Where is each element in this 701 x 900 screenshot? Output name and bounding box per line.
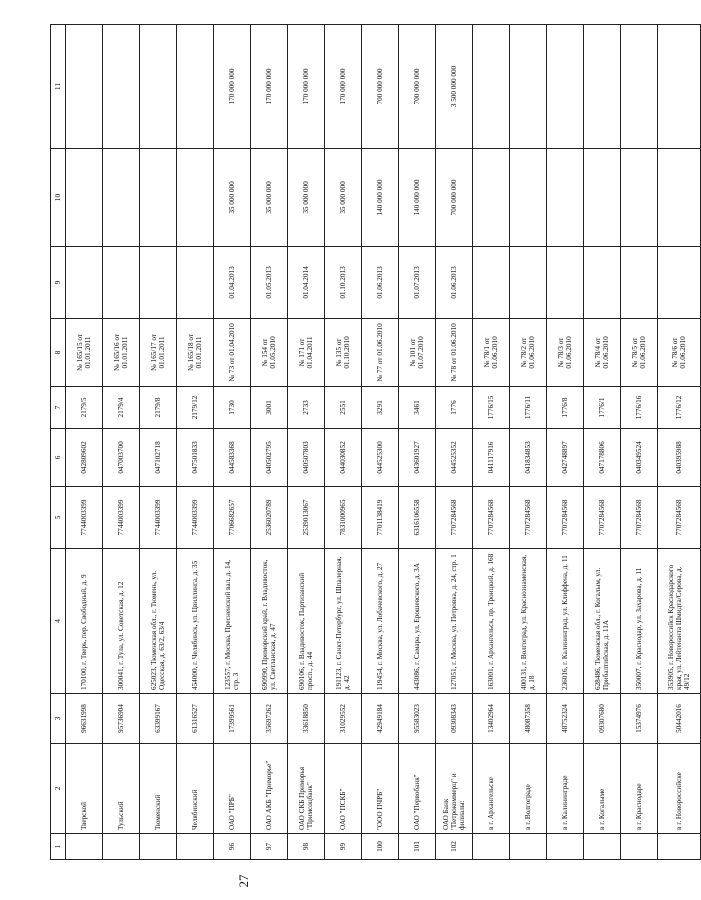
- date-cell: [584, 247, 621, 319]
- row-number-cell: 98: [288, 834, 325, 860]
- table-row: [66, 25, 103, 860]
- table-row: [436, 25, 473, 860]
- limit-cell: 35 000 000: [288, 149, 325, 247]
- table-row: [214, 25, 251, 860]
- bank-name-cell: Челябинский: [177, 744, 214, 834]
- table-row: [399, 25, 436, 860]
- row-number-cell: [658, 834, 701, 860]
- row-number-cell: 100: [362, 834, 399, 860]
- total-limit-cell: 170 000 000: [325, 25, 362, 149]
- limit-cell: [584, 149, 621, 247]
- bik-cell: 043601927: [399, 429, 436, 487]
- okpo-cell: 95736904: [103, 694, 140, 744]
- bank-name-cell: ОАО "ПСКБ": [325, 744, 362, 834]
- bank-name-cell: ОАО "Первобанк": [399, 744, 436, 834]
- limit-cell: 35 000 000: [214, 149, 251, 247]
- bank-name-cell: Тульский: [103, 744, 140, 834]
- bik-cell: 041117916: [473, 429, 510, 487]
- limit-cell: [658, 149, 701, 247]
- agreement-cell: № 165/18 от 01.01.2011: [177, 319, 214, 387]
- date-cell: [547, 247, 584, 319]
- bank-name-cell: в г. Калининграде: [547, 744, 584, 834]
- column-number-header: 7: [51, 387, 66, 429]
- reg-number-cell: 1776/16: [621, 387, 658, 429]
- total-limit-cell: 170 000 000: [214, 25, 251, 149]
- address-cell: 353905, г. Новороссийск Краснодарского края, ул. Лейтенанта Шмидта/Серова, д. 49/12: [658, 549, 701, 694]
- total-limit-cell: [621, 25, 658, 149]
- reg-number-cell: 1776: [436, 387, 473, 429]
- total-limit-cell: 700 000 000: [399, 25, 436, 149]
- agreement-cell: № 135 от 01.10.2010: [325, 319, 362, 387]
- reg-number-cell: 1776/8: [547, 387, 584, 429]
- column-number-header: 2: [51, 744, 66, 834]
- inn-cell: 7744003399: [66, 487, 103, 549]
- reg-number-cell: 1730: [214, 387, 251, 429]
- total-limit-cell: 700 000 000: [362, 25, 399, 149]
- bank-name-cell: в г. Волгограде: [510, 744, 547, 834]
- bik-cell: 042748897: [547, 429, 584, 487]
- reg-number-cell: 3291: [362, 387, 399, 429]
- address-cell: 191123, г. Санкт-Петербург, ул. Шпалерная, д. 42: [325, 549, 362, 694]
- reg-number-cell: 2179/12: [177, 387, 214, 429]
- date-cell: 01.04.2014: [288, 247, 325, 319]
- okpo-cell: 42949184: [362, 694, 399, 744]
- agreement-cell: № 165/16 от 01.01.2011: [103, 319, 140, 387]
- address-cell: 690990, Приморский край, г. Владивосток, ул. Светланская, д. 47: [251, 549, 288, 694]
- limit-cell: [103, 149, 140, 247]
- bik-cell: 047003700: [103, 429, 140, 487]
- table-row: [658, 25, 701, 860]
- reg-number-cell: 2551: [325, 387, 362, 429]
- okpo-cell: 09307680: [584, 694, 621, 744]
- reg-number-cell: 2179/5: [66, 387, 103, 429]
- page-number: 27: [236, 874, 251, 888]
- date-cell: 01.10.2013: [325, 247, 362, 319]
- limit-cell: [66, 149, 103, 247]
- reg-number-cell: 1776/1: [584, 387, 621, 429]
- bank-name-cell: Тюменский: [140, 744, 177, 834]
- bik-cell: 040395988: [658, 429, 701, 487]
- agreement-cell: № 78/3 от 01.06.2010: [547, 319, 584, 387]
- inn-cell: 7707284568: [621, 487, 658, 549]
- okpo-cell: 33618850: [288, 694, 325, 744]
- bank-name-cell: ОАО СКБ Приморья "Примсоцбанк": [288, 744, 325, 834]
- reg-number-cell: 2733: [288, 387, 325, 429]
- limit-cell: 35 000 000: [251, 149, 288, 247]
- bik-cell: 047501833: [177, 429, 214, 487]
- agreement-cell: № 78/2 от 01.06.2010: [510, 319, 547, 387]
- date-cell: [140, 247, 177, 319]
- column-number-header: 5: [51, 487, 66, 549]
- table-row: [288, 25, 325, 860]
- limit-cell: 140 000 000: [362, 149, 399, 247]
- column-number-header: 6: [51, 429, 66, 487]
- okpo-cell: 61316527: [177, 694, 214, 744]
- total-limit-cell: [103, 25, 140, 149]
- agreement-cell: № 154 от 01.05.2010: [251, 319, 288, 387]
- address-cell: 454000, г. Челябинск, ул. Цвиллинга, д. 35: [177, 549, 214, 694]
- agreement-cell: № 78 от 01.06.2010: [436, 319, 473, 387]
- column-number-header: 1: [51, 834, 66, 860]
- okpo-cell: 96631998: [66, 694, 103, 744]
- total-limit-cell: [140, 25, 177, 149]
- total-limit-cell: [658, 25, 701, 149]
- inn-cell: 7744003399: [177, 487, 214, 549]
- inn-cell: 7707284568: [510, 487, 547, 549]
- address-cell: 443086, г. Самара, ул. Ерошевского, д. 3А: [399, 549, 436, 694]
- okpo-cell: 48752324: [547, 694, 584, 744]
- table-row: [510, 25, 547, 860]
- agreement-cell: № 171 от 01.04.2011: [288, 319, 325, 387]
- date-cell: 01.06.2013: [362, 247, 399, 319]
- column-number-header: 8: [51, 319, 66, 387]
- agreement-cell: № 78/5 от 01.06.2010: [621, 319, 658, 387]
- row-number-cell: 96: [214, 834, 251, 860]
- column-number-header: 10: [51, 149, 66, 247]
- date-cell: [621, 247, 658, 319]
- address-cell: 123557, г. Москва, Пресненский вал, д. 14, стр. 3: [214, 549, 251, 694]
- date-cell: 01.05.2013: [251, 247, 288, 319]
- reg-number-cell: 2179/8: [140, 387, 177, 429]
- inn-cell: 6316106558: [399, 487, 436, 549]
- date-cell: [103, 247, 140, 319]
- bik-cell: 044525352: [436, 429, 473, 487]
- row-number-cell: [103, 834, 140, 860]
- table-row: [547, 25, 584, 860]
- okpo-cell: 48087358: [510, 694, 547, 744]
- row-number-cell: [473, 834, 510, 860]
- inn-cell: 7707284568: [584, 487, 621, 549]
- column-number-header: 3: [51, 694, 66, 744]
- bik-cell: 041834853: [510, 429, 547, 487]
- address-cell: 350007, г. Краснодар, ул. Захарова, д. 11: [621, 549, 658, 694]
- row-number-cell: 101: [399, 834, 436, 860]
- date-cell: 01.04.2013: [214, 247, 251, 319]
- inn-cell: 7744003399: [140, 487, 177, 549]
- agreement-cell: № 165/15 от 01.01.2011: [66, 319, 103, 387]
- reg-number-cell: 2179/4: [103, 387, 140, 429]
- reg-number-cell: 3461: [399, 387, 436, 429]
- bik-cell: 042809602: [66, 429, 103, 487]
- column-number-header: 9: [51, 247, 66, 319]
- row-number-cell: [510, 834, 547, 860]
- date-cell: [177, 247, 214, 319]
- address-cell: 625023, Тюменская обл., г. Тюмень, ул. Одесская, д. 63/2, 63/4: [140, 549, 177, 694]
- okpo-cell: 15374976: [621, 694, 658, 744]
- table-row: [325, 25, 362, 860]
- limit-cell: [140, 149, 177, 247]
- okpo-cell: 63399167: [140, 694, 177, 744]
- bank-name-cell: в г. Архангельске: [473, 744, 510, 834]
- row-number-cell: 99: [325, 834, 362, 860]
- row-number-cell: [584, 834, 621, 860]
- bank-name-cell: в г. Когалыме: [584, 744, 621, 834]
- inn-cell: 7707284568: [547, 487, 584, 549]
- agreement-cell: № 101 от 01.07.2010: [399, 319, 436, 387]
- agreement-cell: № 165/17 от 01.01.2011: [140, 319, 177, 387]
- table-row: [140, 25, 177, 860]
- okpo-cell: 50442016: [658, 694, 701, 744]
- address-cell: 170100, г. Тверь, пер. Свободный, д. 9: [66, 549, 103, 694]
- bik-cell: 040507803: [288, 429, 325, 487]
- row-number-cell: [140, 834, 177, 860]
- total-limit-cell: 3 500 000 000: [436, 25, 473, 149]
- date-cell: [658, 247, 701, 319]
- bik-cell: 044030852: [325, 429, 362, 487]
- agreement-cell: № 77 от 01.06.2010: [362, 319, 399, 387]
- row-number-cell: [621, 834, 658, 860]
- inn-cell: 7707284568: [436, 487, 473, 549]
- okpo-cell: 17399561: [214, 694, 251, 744]
- bik-cell: 040502795: [251, 429, 288, 487]
- date-cell: [66, 247, 103, 319]
- row-number-cell: 102: [436, 834, 473, 860]
- inn-cell: 7707284568: [658, 487, 701, 549]
- table-row: [251, 25, 288, 860]
- bik-cell: 047178806: [584, 429, 621, 487]
- bank-name-cell: "ООО ПЧРБ": [362, 744, 399, 834]
- bank-name-cell: Тверской: [66, 744, 103, 834]
- date-cell: 01.07.2013: [399, 247, 436, 319]
- bank-name-cell: ОАО "ПРБ": [214, 744, 251, 834]
- table-row: [584, 25, 621, 860]
- inn-cell: 7701138419: [362, 487, 399, 549]
- reg-number-cell: 1776/12: [658, 387, 701, 429]
- column-number-header: 11: [51, 25, 66, 149]
- bik-cell: 047102718: [140, 429, 177, 487]
- bank-name-cell: ОАО Банк "Петрокоммерц" и филиалы:: [436, 744, 473, 834]
- okpo-cell: 13402964: [473, 694, 510, 744]
- inn-cell: 2536020789: [251, 487, 288, 549]
- agreement-cell: № 78/4 от 01.06.2010: [584, 319, 621, 387]
- address-cell: 127051, г. Москва, ул. Петровка, д. 24, стр. 1: [436, 549, 473, 694]
- inn-cell: 7707284568: [473, 487, 510, 549]
- table-row: [177, 25, 214, 860]
- bik-cell: 040349524: [621, 429, 658, 487]
- total-limit-cell: 170 000 000: [251, 25, 288, 149]
- reg-number-cell: 1776/15: [473, 387, 510, 429]
- table-row: [621, 25, 658, 860]
- agreement-cell: № 73 от 01.04.2010: [214, 319, 251, 387]
- table-body: [51, 25, 701, 860]
- address-cell: 690106, г. Владивосток, Партизанский просп., д. 44: [288, 549, 325, 694]
- total-limit-cell: [66, 25, 103, 149]
- row-number-cell: [547, 834, 584, 860]
- total-limit-cell: [547, 25, 584, 149]
- agreement-cell: № 78/6 от 01.06.2010: [658, 319, 701, 387]
- bank-name-cell: в г. Новороссийске: [658, 744, 701, 834]
- okpo-cell: 95583023: [399, 694, 436, 744]
- row-number-cell: 97: [251, 834, 288, 860]
- limit-cell: [473, 149, 510, 247]
- address-cell: 300041, г. Тула, ул. Советская, д. 12: [103, 549, 140, 694]
- okpo-cell: 31029552: [325, 694, 362, 744]
- total-limit-cell: [510, 25, 547, 149]
- total-limit-cell: [177, 25, 214, 149]
- limit-cell: [621, 149, 658, 247]
- reg-number-cell: 3001: [251, 387, 288, 429]
- limit-cell: 140 000 000: [399, 149, 436, 247]
- reg-number-cell: 1776/11: [510, 387, 547, 429]
- inn-cell: 7744003399: [103, 487, 140, 549]
- limit-cell: [547, 149, 584, 247]
- limit-cell: 35 000 000: [325, 149, 362, 247]
- okpo-cell: 35697262: [251, 694, 288, 744]
- bik-cell: 044525300: [362, 429, 399, 487]
- total-limit-cell: 170 000 000: [288, 25, 325, 149]
- date-cell: 01.06.2013: [436, 247, 473, 319]
- inn-cell: 7706682657: [214, 487, 251, 549]
- row-number-cell: [66, 834, 103, 860]
- address-cell: 400131, г. Волгоград, ул. Краснознаменская, д. 18: [510, 549, 547, 694]
- address-cell: 119454, г. Москва, ул. Лобачевского, д. 27: [362, 549, 399, 694]
- table-row: [362, 25, 399, 860]
- bank-name-cell: в г. Краснодаре: [621, 744, 658, 834]
- column-number-row: [51, 25, 66, 860]
- date-cell: [510, 247, 547, 319]
- address-cell: 163001, г. Архангельск, пр. Троицкий, д. 168: [473, 549, 510, 694]
- address-cell: 236016, г. Калининград, ул. Клиффена, д. 11: [547, 549, 584, 694]
- agreement-cell: № 78/1 от 01.06.2010: [473, 319, 510, 387]
- table-row: [473, 25, 510, 860]
- table-row: [103, 25, 140, 860]
- address-cell: 628486, Тюменская обл., г. Когалым, ул. Прибалтийская, д. 11А: [584, 549, 621, 694]
- okpo-cell: 09308343: [436, 694, 473, 744]
- bank-name-cell: ОАО АКБ "Приморье": [251, 744, 288, 834]
- column-number-header: 4: [51, 549, 66, 694]
- date-cell: [473, 247, 510, 319]
- bik-cell: 044583368: [214, 429, 251, 487]
- limit-cell: [510, 149, 547, 247]
- bank-register-table: [50, 24, 701, 860]
- limit-cell: 700 000 000: [436, 149, 473, 247]
- inn-cell: 2539013067: [288, 487, 325, 549]
- limit-cell: [177, 149, 214, 247]
- total-limit-cell: [584, 25, 621, 149]
- total-limit-cell: [473, 25, 510, 149]
- inn-cell: 7831000965: [325, 487, 362, 549]
- row-number-cell: [177, 834, 214, 860]
